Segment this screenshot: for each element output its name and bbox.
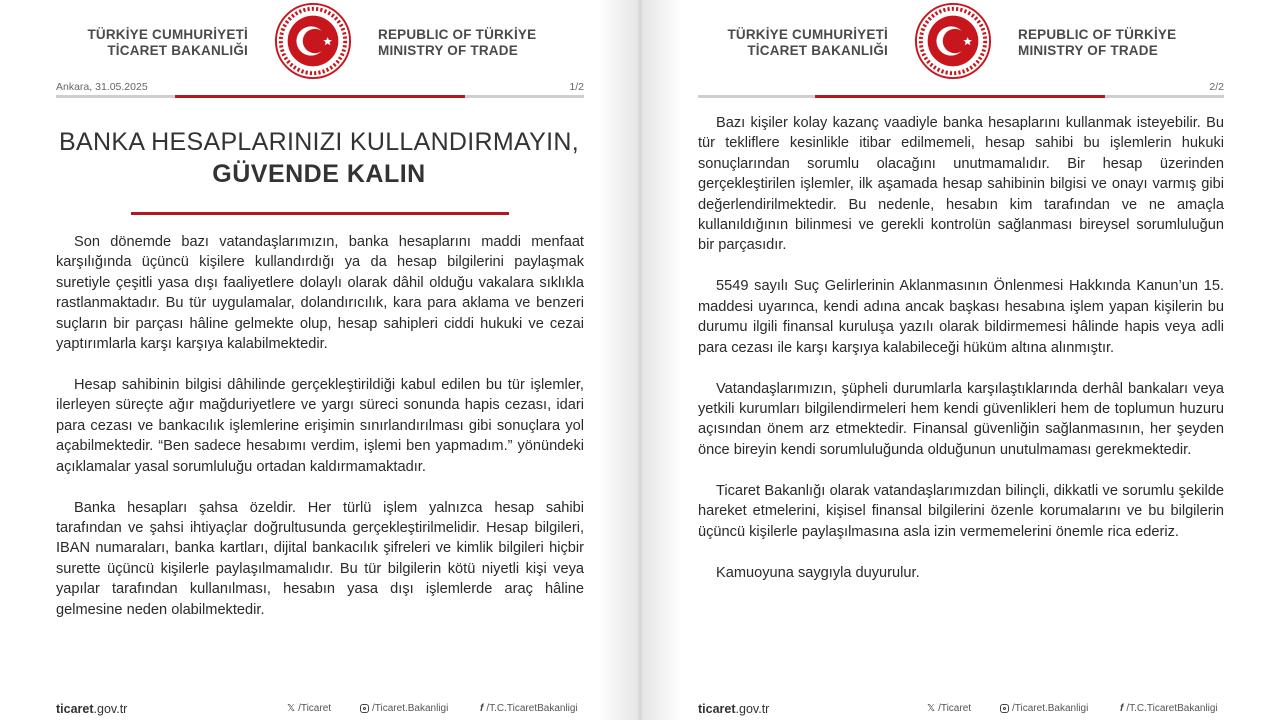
title-line-1: BANKA HESAPLARINIZI KULLANDIRMAYIN,	[59, 128, 579, 156]
closing-line: Kamuoyuna saygıyla duyurulur.	[716, 564, 920, 581]
header-en-line2: MINISTRY OF TRADE	[378, 43, 518, 58]
header-english	[378, 27, 598, 59]
instagram-icon	[360, 704, 369, 713]
facebook-icon: f	[480, 703, 484, 714]
header-en-line2: MINISTRY OF TRADE	[1018, 43, 1158, 58]
title-underline	[131, 212, 509, 215]
footer-website[interactable]: ticaret.gov.tr	[56, 702, 128, 716]
header-turkish	[48, 27, 248, 59]
page-shadow	[642, 0, 682, 720]
title-line-2: GÜVENDE KALIN	[212, 160, 426, 188]
header-divider-accent	[175, 95, 465, 98]
footer-facebook-link[interactable]: f /T.C.TicaretBakanligi	[1120, 703, 1218, 714]
footer-website[interactable]: ticaret.gov.tr	[698, 702, 770, 716]
footer	[642, 703, 1280, 719]
header-tr-line1: TÜRKİYE CUMHURİYETİ	[727, 27, 888, 42]
footer-instagram-link[interactable]: /Ticaret.Bakanligi	[360, 703, 448, 714]
facebook-icon: f	[1120, 703, 1124, 714]
paragraph: Bazı kişiler kolay kazanç vaadiyle banka hesaplarını kullanmak isteyebilir. Bu tür tekliflere kesinlikle itibar edilmemeli, hesap sahibi bu işlemlerin hukuki sonuçlarından sorumlu olacağını unutmamalıdır. Bir hesap üzerinden gerçekleştirilen işlemler, ilk aşamada hesap sahibinin bilgisi ve onayı varmış gibi değerlendirilmektedir. Bu nedenle, hesabın kim tarafından ve ne amaçla kullanıldığının bilinmesi ve gerekli kontrolün sağlanması bireysel sorumluluğun bir parçasıdır.	[698, 115, 1224, 254]
body-text	[56, 232, 584, 641]
x-logo-icon: 𝕏	[927, 703, 936, 714]
paragraph: Vatandaşlarımızın, şüpheli durumlarla karşılaştıklarında derhâl bankaları veya yetkili kurumları bilgilendirmeleri hem kendi güvenlikleri hem de toplumun huzuru açısından önem arz etmektedir. Finansal güvenliğin sağlanmasının, her şeyden önce bireyin kendi sorumluluğunda olduğunun unutulmaması gerekmektedir.	[698, 380, 1224, 458]
footer-instagram-link[interactable]: /Ticaret.Bakanligi	[1000, 703, 1088, 714]
header-tr-line2: TİCARET BAKANLIĞI	[747, 43, 888, 58]
paragraph: Ticaret Bakanlığı olarak vatandaşlarımızdan bilinçli, dikkatli ve sorumlu şekilde hareket etmelerini, kişisel finansal bilgilerini özenle korumalarını ve bu bilgilerin üçüncü kişilerle paylaşılmasına asla izin vermemelerini önemle rica ederiz.	[698, 482, 1224, 540]
instagram-icon	[1000, 704, 1009, 713]
header-tr-line2: TİCARET BAKANLIĞI	[107, 43, 248, 58]
paragraph: Son dönemde bazı vatandaşlarımızın, banka hesaplarını maddi menfaat karşılığında üçüncü kişilere kullandırdığı ya da hesap bilgilerini paylaşmak suretiyle çeşitli yasa dışı faaliyetlere dolaylı olarak dâhil olduğu vakalara sıklıkla rastlanmaktadır. Bu tür uygulamalar, dolandırıcılık, kara para aklama ve benzeri suçların bir parçası hâline gelmekte olup, hesap sahipleri ciddi hukuki ve cezai yaptırımlarla karşı karşıya kalabilmektedir.	[56, 234, 584, 353]
page-title	[40, 126, 598, 190]
x-logo-icon: 𝕏	[287, 703, 296, 714]
document-date: Ankara, 31.05.2025	[56, 81, 148, 93]
paragraph: Hesap sahibinin bilgisi dâhilinde gerçekleştirildiği kabul edilen bu tür işlemler, ilerleyen süreçte ağır mağduriyetlere ve yargı süreci sonunda hapis cezası, idari para cezası ve bankacılık işlemlerine erişimin sınırlandırılması gibi sonuçlara yol açabilmektedir. “Ben sadece hesabımı verdim, işlemi ben yapmadım.” yönündeki açıklamalar yasal sorumluluğu ortadan kaldırmamaktadır.	[56, 377, 584, 475]
header-en-line1: REPUBLIC OF TÜRKİYE	[378, 27, 537, 42]
body-text	[698, 113, 1224, 604]
footer-x-link[interactable]: 𝕏 /Ticaret	[287, 703, 332, 714]
header-divider-accent	[815, 95, 1105, 98]
page-number: 1/2	[569, 81, 584, 93]
ministry-emblem-icon	[914, 2, 992, 80]
ministry-emblem-icon	[274, 2, 352, 80]
header-turkish	[688, 27, 888, 59]
footer-facebook-link[interactable]: f /T.C.TicaretBakanligi	[480, 703, 578, 714]
document-page-2	[642, 0, 1280, 720]
page-number: 2/2	[1209, 81, 1224, 93]
header-en-line1: REPUBLIC OF TÜRKİYE	[1018, 27, 1177, 42]
header-tr-line1: TÜRKİYE CUMHURİYETİ	[87, 27, 248, 42]
footer	[0, 703, 638, 719]
page-shadow	[598, 0, 638, 720]
document-page-1	[0, 0, 638, 720]
header-english	[1018, 27, 1238, 59]
paragraph: 5549 sayılı Suç Gelirlerinin Aklanmasının Önlenmesi Hakkında Kanun’un 15. maddesi uyarınca, kendi adına ancak başkası hesabına işlem yapan kişilerin bu durumu ilgili finansal kuruluşa yazılı olarak bildirmemesi hâlinde hapis veya adli para cezası ile karşı karşıya kalabileceği hüküm altına alınmıştır.	[698, 278, 1224, 356]
footer-x-link[interactable]: 𝕏 /Ticaret	[927, 703, 972, 714]
paragraph: Banka hesapları şahsa özeldir. Her türlü işlem yalnızca hesap sahibi tarafından ve şahsi ihtiyaçlar doğrultusunda gerçekleştirilmelidir. Hesap bilgileri, IBAN numaraları, banka kartları, dijital bankacılık şifreleri ve kimlik bilgileri hiçbir surette üçüncü kişilerle paylaşılmamalıdır. Bu tür bilgilerin kötü niyetli kişi veya yapılar tarafından kullanılması, hesabın yasa dışı işlemlerde araç hâline gelmesine neden olabilmektedir.	[56, 499, 584, 618]
